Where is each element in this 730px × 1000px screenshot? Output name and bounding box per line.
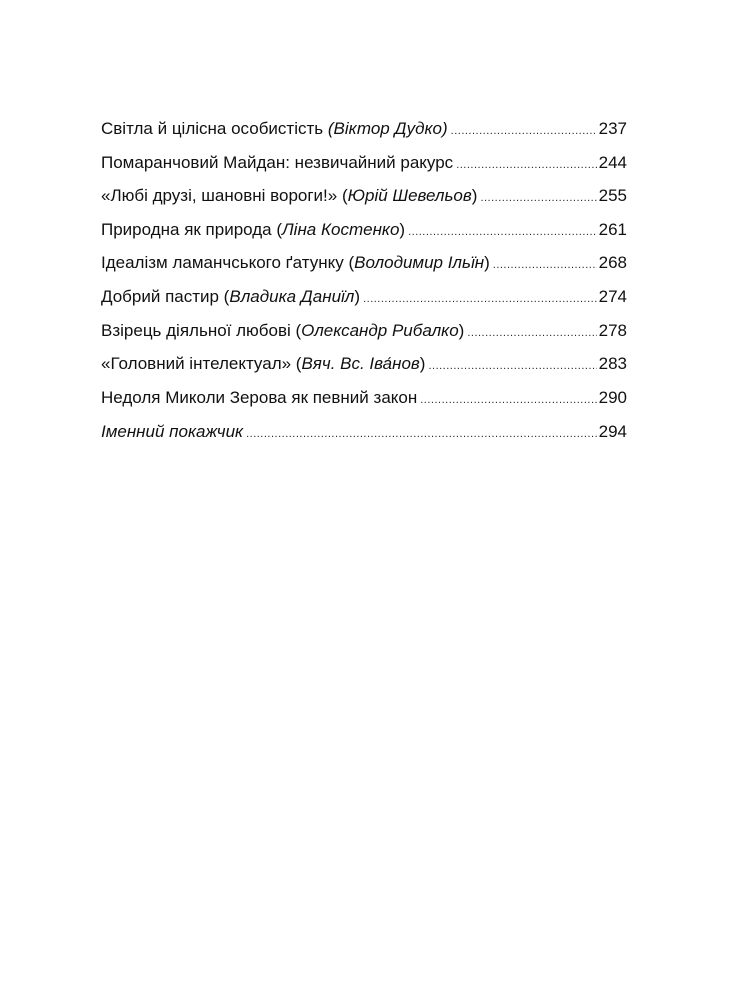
dot-leader [451, 119, 597, 143]
toc-page-number: 294 [598, 422, 627, 442]
toc-entry [101, 285, 627, 319]
toc-entry-title [101, 151, 453, 175]
entry-title-suffix: ) [419, 354, 426, 374]
dot-leader [456, 153, 596, 177]
toc-entry-title [101, 285, 360, 309]
toc-entry-title [101, 184, 477, 208]
toc-page-number: 290 [598, 387, 627, 407]
entry-author: Вяч. Вс. Іва́нов [301, 354, 420, 374]
toc-page-number: 255 [598, 186, 627, 206]
entry-author: Юрій Шевельов [347, 186, 472, 206]
entry-author: Олександр Рибалко [301, 320, 459, 340]
entry-title-text: «Любі друзі, шановні вороги!» ( [101, 186, 348, 206]
toc-entry-title [101, 352, 425, 376]
toc-entry [101, 319, 627, 353]
toc-page-number: 244 [598, 152, 627, 172]
dot-leader [467, 321, 596, 345]
entry-title-text: «Головний інтелектуал» ( [101, 354, 302, 374]
toc-page-number: 274 [598, 286, 627, 306]
toc-page-number: 283 [598, 354, 627, 374]
toc-entry-title [101, 386, 417, 410]
toc-page-number: 237 [598, 119, 627, 138]
toc-entry [101, 352, 627, 386]
table-of-contents [101, 117, 627, 454]
entry-author: Ліна Костенко [282, 219, 400, 239]
dot-leader [408, 220, 597, 244]
toc-page-number: 278 [598, 320, 627, 340]
toc-entry [101, 218, 627, 252]
toc-entry-title [101, 218, 405, 242]
dot-leader [246, 422, 597, 446]
entry-title-text: Помаранчовий Майдан: незвичайний ракурс [101, 152, 454, 172]
entry-title-text: Світла й цілісна особистість [101, 119, 328, 138]
dot-leader [363, 287, 597, 311]
entry-title-suffix: ) [484, 253, 490, 273]
dot-leader [428, 354, 596, 378]
toc-entry-title [101, 251, 490, 275]
toc-entry [101, 117, 627, 151]
entry-title-text: Ідеалізм ламанчського ґатунку ( [101, 253, 355, 273]
entry-author: Володимир Ільїн [354, 253, 485, 273]
toc-entry-title [101, 117, 448, 141]
toc-entry [101, 184, 627, 218]
toc-page-number: 261 [598, 219, 627, 239]
toc-entry-title [101, 420, 243, 444]
entry-title-text: Недоля Миколи Зерова як певний закон [101, 387, 418, 407]
toc-entry [101, 251, 627, 285]
entry-author: Владика Даниїл [229, 286, 355, 306]
toc-entry [101, 151, 627, 185]
entry-title-suffix: ) [471, 186, 478, 206]
toc-entry-title [101, 319, 464, 343]
entry-title-suffix: ) [399, 219, 406, 239]
dot-leader [420, 388, 596, 412]
dot-leader [493, 253, 597, 277]
entry-title-text: Взірець діяльної любові ( [101, 320, 302, 340]
toc-index-entry [101, 420, 627, 454]
entry-title-text: Природна як природа ( [101, 219, 283, 239]
index-title: Іменний покажчик [101, 422, 244, 442]
dot-leader [480, 186, 596, 210]
entry-title-text: Добрий пастир ( [101, 286, 230, 306]
toc-page-number: 268 [598, 253, 627, 273]
toc-entry [101, 386, 627, 420]
entry-author: (Віктор Дудко) [327, 119, 448, 138]
entry-title-suffix: ) [354, 286, 361, 306]
entry-title-suffix: ) [458, 320, 465, 340]
